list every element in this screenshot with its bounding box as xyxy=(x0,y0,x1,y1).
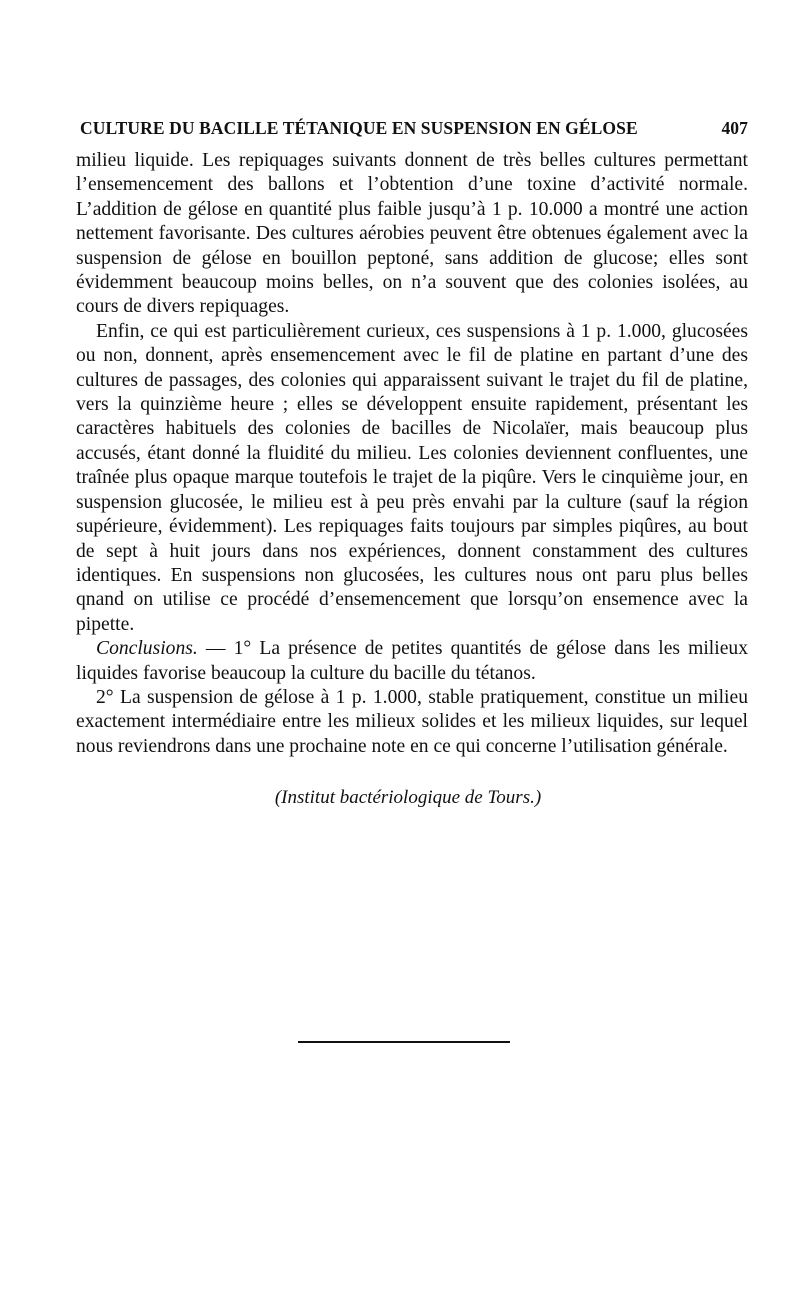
conclusions-lead: Conclusions. xyxy=(96,638,198,660)
paragraph-conclusions xyxy=(76,637,748,686)
running-title: CULTURE DU BACILLE TÉTANIQUE EN SUSPENSION EN GÉLOSE xyxy=(80,118,638,138)
paragraph-4: 2° La suspension de gélose à 1 p. 1.000, stable pratiquement, constitue un milieu exactement intermédiaire entre les milieux solides et les milieux liquides, sur lequel nous reviendrons dans une prochaine note en ce qui concerne l’utilisation générale. xyxy=(76,686,748,757)
page-number: 407 xyxy=(721,118,748,138)
paragraph-2: Enfin, ce qui est particulièrement curieux, ces suspensions à 1 p. 1.000, glucosées ou non, donnent, après ensemencement avec le fil de platine en partant d’une des cultures de passages, des colonies qui apparaissent suivant le trajet du fil de platine, vers la quinzième heure ; elles se développent ensuite rapidement, présentant les caractères habituels des colonies de bacilles de Nicolaïer, mais beaucoup plus accusés, étant donné la fluidité du milieu. Les colonies deviennent confluentes, une traînée plus opaque marque toutefois le trajet de la piqûre. Vers le cinquième jour, en suspension glucosée, le milieu est à peu près envahi par la culture (sauf la région supérieure, évidemment). Les repiquages faits toujours par simples piqûres, au bout de sept à huit jours dans nos expériences, donnent constamment des cultures identiques. En suspensions non glucosées, les cultures nous ont paru plus belles qnand on utilise ce procédé d’ensemencement que lorsqu’on ensemence avec la pipette. xyxy=(76,320,748,635)
running-head xyxy=(80,118,748,139)
document-page xyxy=(76,118,748,809)
affiliation: (Institut bactériologique de Tours.) xyxy=(274,787,542,809)
paragraph-1: milieu liquide. Les repiquages suivants donnent de très belles cultures permettant l’ensemencement des ballons et l’obtention d’une toxine d’activité normale. L’addition de gélose en quantité plus faible jusqu’à 1 p. 10.000 a montré une action nettement favorisante. Des cultures aérobies peuvent être obtenues également avec la suspension de gélose en bouillon peptoné, sans addition de glucose; elles sont évidemment beaucoup moins belles, on n’a souvent que des colonies isolées, au cours de divers repiquages. xyxy=(76,150,748,318)
closing-rule xyxy=(298,1041,510,1043)
body-text xyxy=(76,149,748,759)
conclusions-text: — 1° La présence de petites quantités de gélose dans les milieux liquides favorise beaucoup la culture du bacille du tétanos. xyxy=(76,638,748,684)
